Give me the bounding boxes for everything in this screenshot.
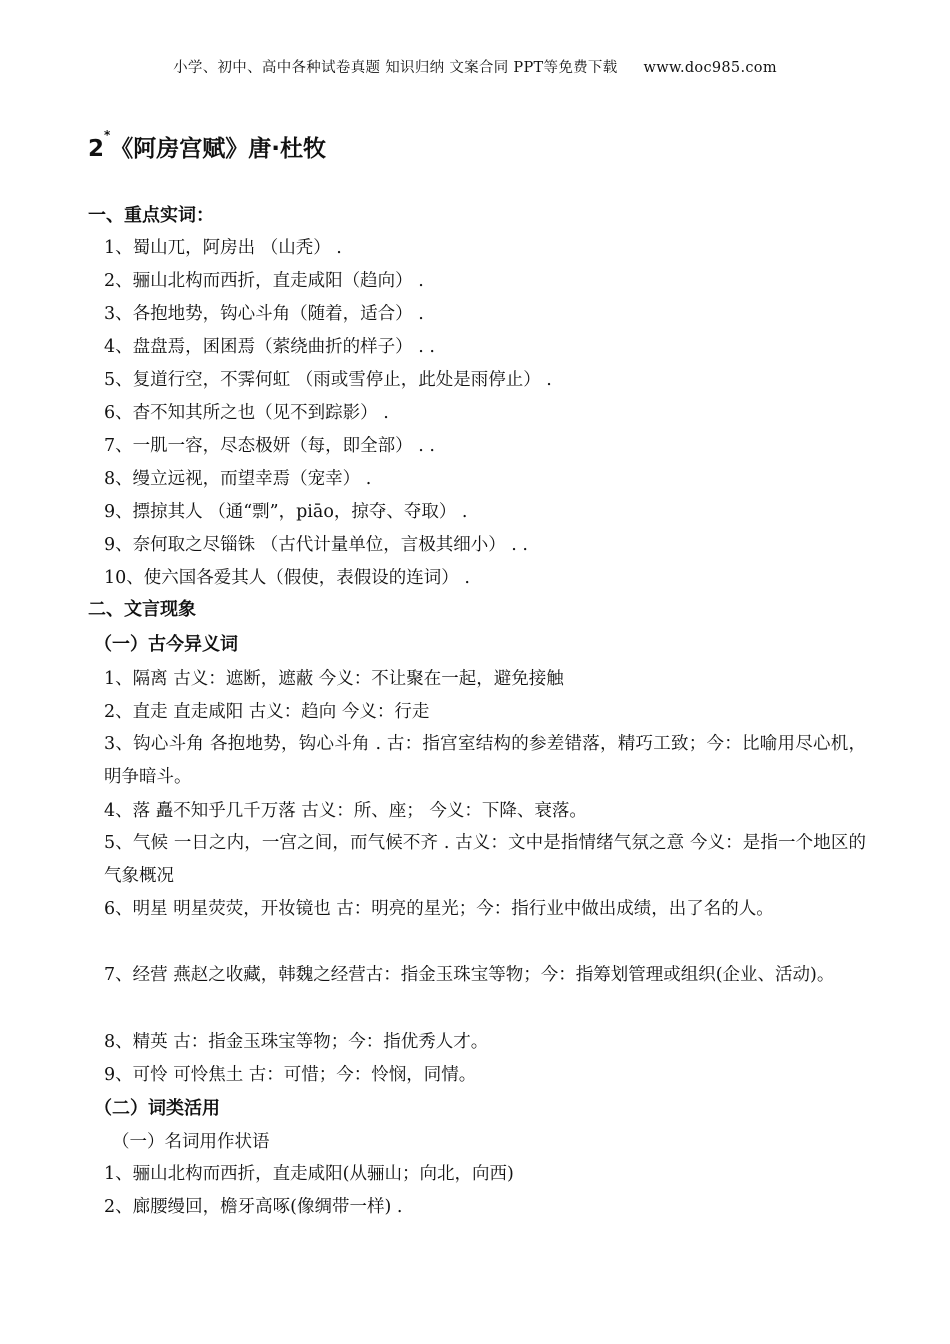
- list-item: 7、经营 燕赵之收藏，韩魏之经营古：指金玉珠宝等物；今：指筹划管理或组织(企业、活动)。: [104, 965, 835, 985]
- list-item: 1、蜀山兀，阿房出 （山秃） .: [104, 238, 342, 258]
- page-header: [0, 56, 950, 77]
- list-item: 6、明星 明星荧荧，开妆镜也 古：明亮的星光；今：指行业中做出成绩，出了名的人。: [104, 899, 774, 919]
- header-text: 小学、初中、高中各种试卷真题 知识归纳 文案合同 PPT等免费下载: [173, 60, 618, 76]
- section-heading-vocab: 一、重点实词：: [88, 205, 214, 226]
- list-item: 6、杳不知其所之也（见不到踪影） .: [104, 403, 389, 423]
- list-item: 3、钩心斗角 各抱地势，钩心斗角 . 古：指宫室结构的参差错落，精巧工致；今：比喻用尽心机，明争暗斗。: [104, 734, 866, 787]
- list-item: 2、廊腰缦回，檐牙高啄(像绸带一样) .: [104, 1197, 403, 1217]
- title-text: 《阿房宫赋》唐·杜牧: [110, 136, 327, 162]
- list-item: 1、隔离 古义：遮断，遮蔽 今义：不让聚在一起，避免接触: [104, 669, 564, 689]
- list-item: 5、复道行空，不霁何虹 （雨或雪停止，此处是雨停止） .: [104, 370, 552, 390]
- page-title: [88, 130, 326, 163]
- list-item: 9、奈何取之尽锱铢 （古代计量单位，言极其细小） . .: [104, 535, 528, 555]
- list-item: 5、气候 一日之内，一宫之间，而气候不齐 . 古义：文中是指情绪气氛之意 今义：是指一个地区的气象概况: [104, 833, 866, 886]
- subsection-heading-meaning: （一）古今异义词: [94, 634, 238, 655]
- header-site: www.doc985.com: [643, 60, 777, 76]
- subsection-heading-word-class: （二）词类活用: [94, 1098, 220, 1119]
- list-item: 2、骊山北构而西折，直走咸阳（趋向） .: [104, 271, 424, 291]
- list-item: 4、盘盘焉，囷囷焉（萦绕曲折的样子） . .: [104, 337, 435, 357]
- list-item: 1、骊山北构而西折，直走咸阳(从骊山；向北，向西): [104, 1164, 514, 1184]
- list-item: 8、精英 古：指金玉珠宝等物；今：指优秀人才。: [104, 1032, 489, 1052]
- list-item: 9、摽掠其人 （通“剽”，piāo，掠夺、夺取） .: [104, 502, 468, 522]
- section-heading-phenomena: 二、文言现象: [88, 599, 196, 620]
- list-item: 10、使六国各爱其人（假使，表假设的连词） .: [104, 568, 470, 588]
- title-number: 2: [88, 136, 105, 162]
- list-item: 8、缦立远视，而望幸焉（宠幸） .: [104, 469, 372, 489]
- list-item: 7、一肌一容，尽态极妍（每，即全部） . .: [104, 436, 435, 456]
- list-item: 4、落 矗不知乎几千万落 古义：所、座； 今义：下降、衰落。: [104, 801, 587, 821]
- list-item: 2、直走 直走咸阳 古义：趋向 今义：行走: [104, 702, 430, 722]
- title-mark: *: [104, 128, 111, 142]
- list-item: 3、各抱地势，钩心斗角（随着，适合） .: [104, 304, 424, 324]
- subsection-subheading: （一）名词用作状语: [112, 1132, 270, 1152]
- list-item: 9、可怜 可怜焦土 古：可惜；今：怜悯，同情。: [104, 1065, 477, 1085]
